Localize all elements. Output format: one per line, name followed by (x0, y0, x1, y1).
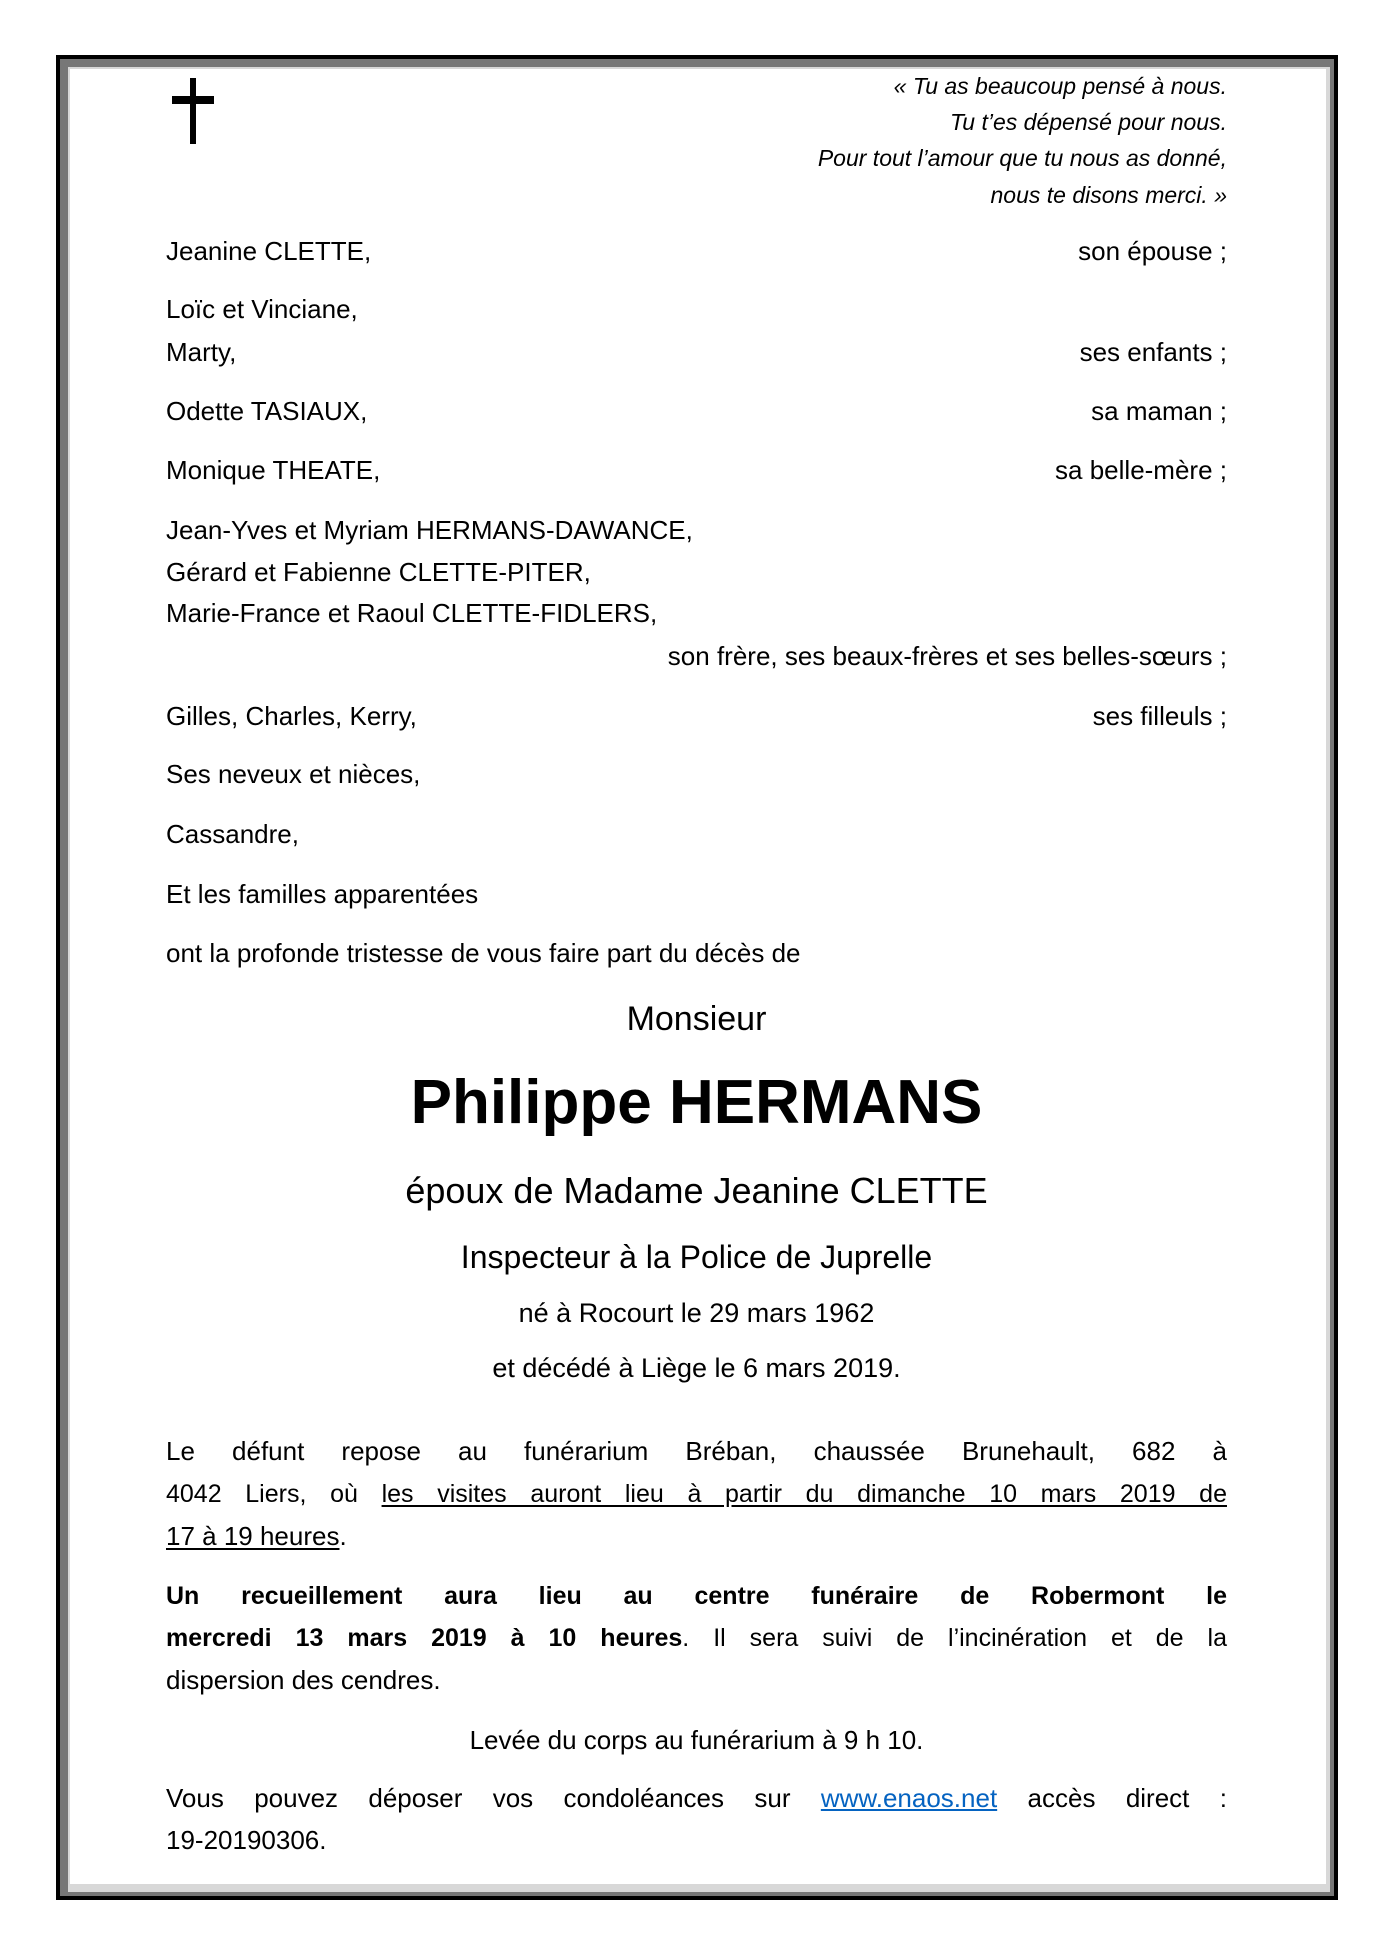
family-entry: Gérard et Fabienne CLETTE-PITER, (166, 557, 591, 587)
family-entry: Ses neveux et nièces, (166, 759, 421, 789)
family-entry: Marty, ses enfants ; (166, 337, 1227, 367)
family-entry: Odette TASIAUX, sa maman ; (166, 396, 1227, 426)
levee-text: Levée du corps au funérarium à 9 h 10. (469, 1725, 924, 1755)
deceased-death: et décédé à Liège le 6 mars 2019. (492, 1353, 901, 1383)
deceased-name: Philippe HERMANS (410, 1068, 983, 1137)
quote-line: Pour tout l’amour que tu nous as donné, (817, 145, 1227, 171)
announcement: ont la profonde tristesse de vous faire part du décès de (166, 938, 801, 968)
deceased-occupation: Inspecteur à la Police de Juprelle (460, 1239, 933, 1275)
quote-line: nous te disons merci. » (990, 182, 1227, 208)
condolences-code: 19-20190306. (166, 1825, 327, 1855)
enaos-link[interactable]: www.enaos.net (820, 1783, 998, 1813)
family-relation: son frère, ses beaux-frères et ses belles-sœurs ; (667, 641, 1227, 671)
deceased-spouse: époux de Madame Jeanine CLETTE (405, 1170, 988, 1211)
quote-line: Tu t’es dépensé pour nous. (949, 109, 1227, 135)
family-entry: Jeanine CLETTE, son épouse ; (166, 236, 1227, 266)
family-entry: Monique THEATE, sa belle-mère ; (166, 455, 1227, 485)
family-entry: Gilles, Charles, Kerry, ses filleuls ; (166, 701, 1227, 731)
quote-line: « Tu as beaucoup pensé à nous. (893, 73, 1227, 99)
family-entry: Et les familles apparentées (166, 879, 479, 909)
family-entry: Loïc et Vinciane, (166, 294, 358, 324)
family-entry: Cassandre, (166, 819, 299, 849)
deceased-birth: né à Rocourt le 29 mars 1962 (518, 1298, 875, 1328)
deceased-title: Monsieur (626, 1000, 767, 1038)
family-entry: Marie-France et Raoul CLETTE-FIDLERS, (166, 598, 658, 628)
family-entry: Jean-Yves et Myriam HERMANS-DAWANCE, (166, 515, 693, 545)
